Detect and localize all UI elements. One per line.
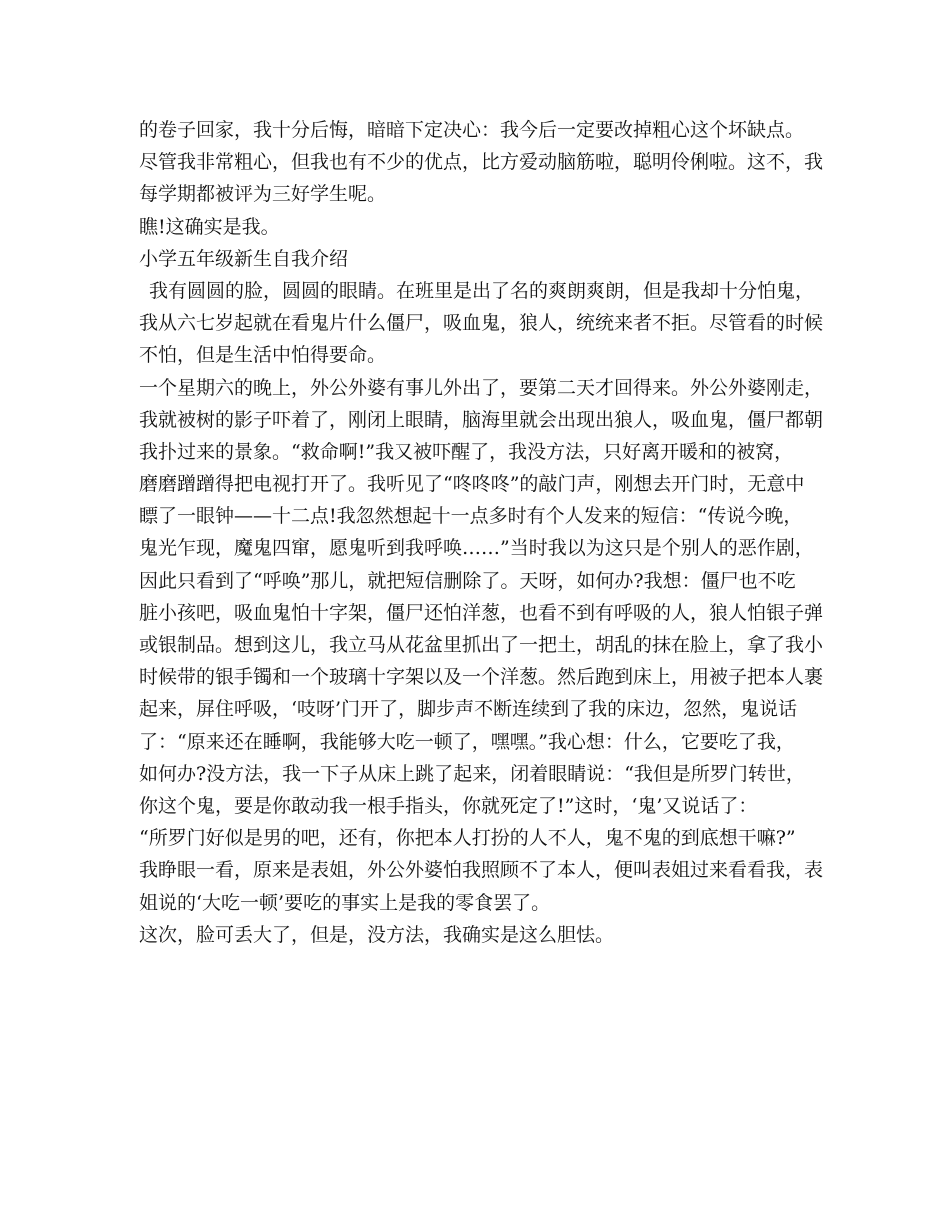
text-line: 或银制品。想到这儿，我立马从花盆里抓出了一把土，胡乱的抹在脸上，拿了我小 [139,634,824,656]
text-line: 我扑过来的景象。“救命啊!”我又被吓醒了，我没方法，只好离开暖和的被窝， [139,440,794,463]
text-line: 一个星期六的晚上，外公外婆有事儿外出了，要第二天才回得来。外公外婆刚走， [139,376,824,399]
text-line: 每学期都被评为三好学生呢。 [139,183,387,206]
text-line: 脏小孩吧，吸血鬼怕十字架，僵尸还怕洋葱，也看不到有呼吸的人，狼人怕银子弹 [139,601,824,624]
text-line: 我睁眼一看，原来是表姐，外公外婆怕我照顾不了本人，便叫表姐过来看看我，表 [139,859,824,882]
text-line: 因此只看到了“呼唤”那儿，就把短信删除了。天呀，如何办?我想：僵尸也不吃 [139,569,796,592]
text-line: 不怕，但是生活中怕得要命。 [139,344,387,367]
text-line: 你这个鬼，要是你敢动我一根手指头，你就死定了!”这时，‘鬼’又说话了： [139,794,758,817]
text-line: 姐说的‘大吃一顿’要吃的事实上是我的零食罢了。 [139,891,551,914]
text-line: 如何办?没方法，我一下子从床上跳了起来，闭着眼睛说：“我但是所罗门转世， [139,762,805,785]
text-line: 我从六七岁起就在看鬼片什么僵尸，吸血鬼，狼人，统统来者不拒。尽管看的时候 [139,312,824,335]
text-line: 瞟了一眼钟——十二点!我忽然想起十一点多时有个人发来的短信：“传说今晚， [139,505,803,528]
text-line: 鬼光乍现，魔鬼四窜，愿鬼听到我呼唤……”当时我以为这只是个别人的恶作剧， [139,537,814,560]
text-line: 时候带的银手镯和一个玻璃十字架以及一个洋葱。然后跑到床上，用被子把本人裹 [139,666,824,689]
text-line: 瞧!这确实是我。 [139,215,280,238]
section-title: 小学五年级新生自我介绍 [139,247,349,270]
text-line: 磨磨蹭蹭得把电视打开了。我听见了“咚咚咚”的敲门声，刚想去开门时，无意中 [139,473,805,496]
text-line: 的卷子回家，我十分后悔，暗暗下定决心：我今后一定要改掉粗心这个坏缺点。 [139,119,805,141]
text-line: 这次，脸可丢大了，但是，没方法，我确实是这么胆怯。 [139,923,615,946]
text-line: 了：“原来还在睡啊，我能够大吃一顿了，嘿嘿。”我心想：什么，它要吃了我， [139,730,795,753]
text-line: 我就被树的影子吓着了，刚闭上眼睛，脑海里就会出现出狼人，吸血鬼，僵尸都朝 [139,408,824,431]
text-line: 我有圆圆的脸，圆圆的眼睛。在班里是出了名的爽朗爽朗，但是我却十分怕鬼， [149,279,815,302]
document-body [139,114,824,951]
text-line: 尽管我非常粗心，但我也有不少的优点，比方爱动脑筋啦，聪明伶俐啦。这不，我 [139,151,824,174]
text-line: 起来，屏住呼吸，‘吱呀’门开了，脚步声不断连续到了我的床边，忽然，鬼说话 [139,698,798,721]
text-line: “所罗门好似是男的吧，还有，你把本人打扮的人不人，鬼不鬼的到底想干嘛?” [139,827,796,850]
